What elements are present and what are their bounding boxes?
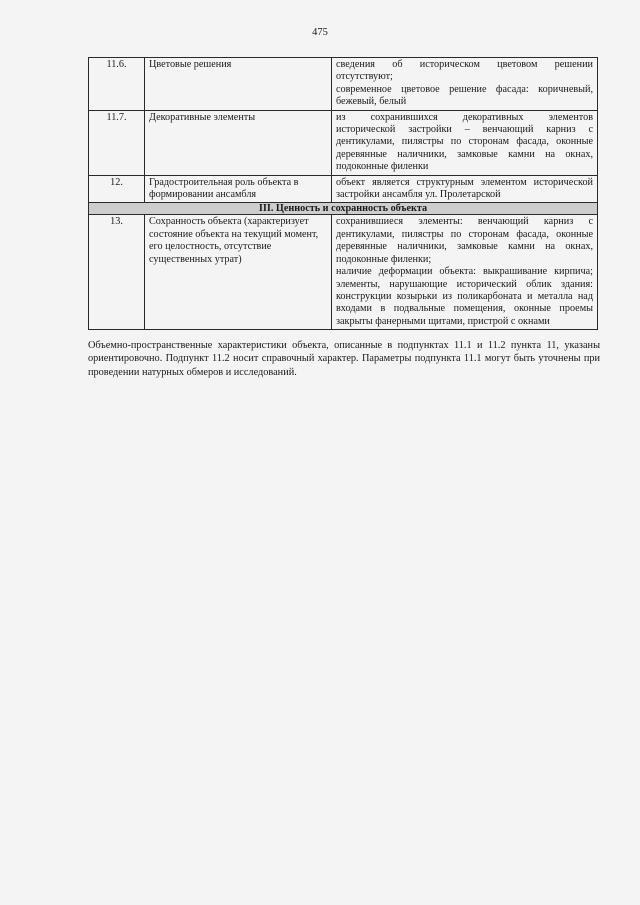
description-line: дентикулами, пилястры по сторонам фасада, оконные [336, 136, 593, 148]
characteristics-table [88, 57, 598, 330]
description-line: деревянные наличники, замковые камни на окнах, [336, 241, 593, 253]
row-number: 11.6. [89, 58, 145, 111]
row-name: Сохранность объекта (характеризует состояние объекта на текущий момент, его целостность, отсутствие существенных утрат) [145, 215, 332, 330]
row-name: Цветовые решения [145, 58, 332, 111]
row-name: Декоративные элементы [145, 110, 332, 175]
table-row [89, 175, 598, 203]
row-description [332, 110, 598, 175]
page-number: 475 [312, 27, 328, 38]
description-line: объект является структурным элементом исторической [336, 176, 593, 188]
row-description [332, 215, 598, 330]
row-number: 11.7. [89, 110, 145, 175]
description-line: сведения об историческом цветовом решении [336, 59, 593, 70]
section-header-row [89, 203, 598, 215]
description-line: исторической застройки – венчающий карниз с [336, 124, 593, 136]
row-number: 13. [89, 215, 145, 330]
description-line: отсутствуют; [336, 71, 393, 83]
description-line: подоконные филенки [336, 161, 429, 173]
description-line: дентикулами, пилястры по сторонам фасада, оконные [336, 228, 593, 240]
section-title: III. Ценность и сохранность объекта [89, 203, 598, 215]
row-number: 12. [89, 175, 145, 203]
description-line: деревянные наличники, замковые камни на окнах, [336, 148, 593, 160]
table-row [89, 215, 598, 330]
description-line: сохранившиеся элементы: венчающий карниз с [336, 216, 593, 228]
footnote-paragraph: Объемно-пространственные характеристики объекта, описанные в подпунктах 11.1 и 11.2 пункта 11, указаны ориентировочно. Подпункт 11.2 носит справочный характер. Параметры подпункта 11.1 могут быть уточнены при проведении натурных обмеров и исследований. [88, 340, 600, 378]
description-line: элементы, нарушающие исторический облик здания: [336, 278, 593, 290]
table-row [89, 110, 598, 175]
description-line: подоконные филенки; [336, 253, 432, 265]
description-line: застройки ансамбля ул. Пролетарской [336, 189, 501, 201]
row-description [332, 58, 598, 111]
description-line: бежевый, белый [336, 96, 407, 108]
description-line: конструкции козырьки из поликарбоната и металла над [336, 290, 593, 302]
description-line: наличие деформации объекта: выкрашивание кирпича; [336, 266, 593, 278]
description-line: входами в подвальные помещения, оконные проемы [336, 303, 593, 315]
table-row [89, 58, 598, 111]
description-line: из сохранившихся декоративных элементов [336, 111, 593, 123]
row-description [332, 175, 598, 203]
description-line: закрыты фанерными щитами, пристрой с окнами [336, 315, 550, 327]
row-name: Градостроительная роль объекта в формировании ансамбля [145, 175, 332, 203]
description-line: современное цветовое решение фасада: коричневый, [336, 83, 593, 95]
